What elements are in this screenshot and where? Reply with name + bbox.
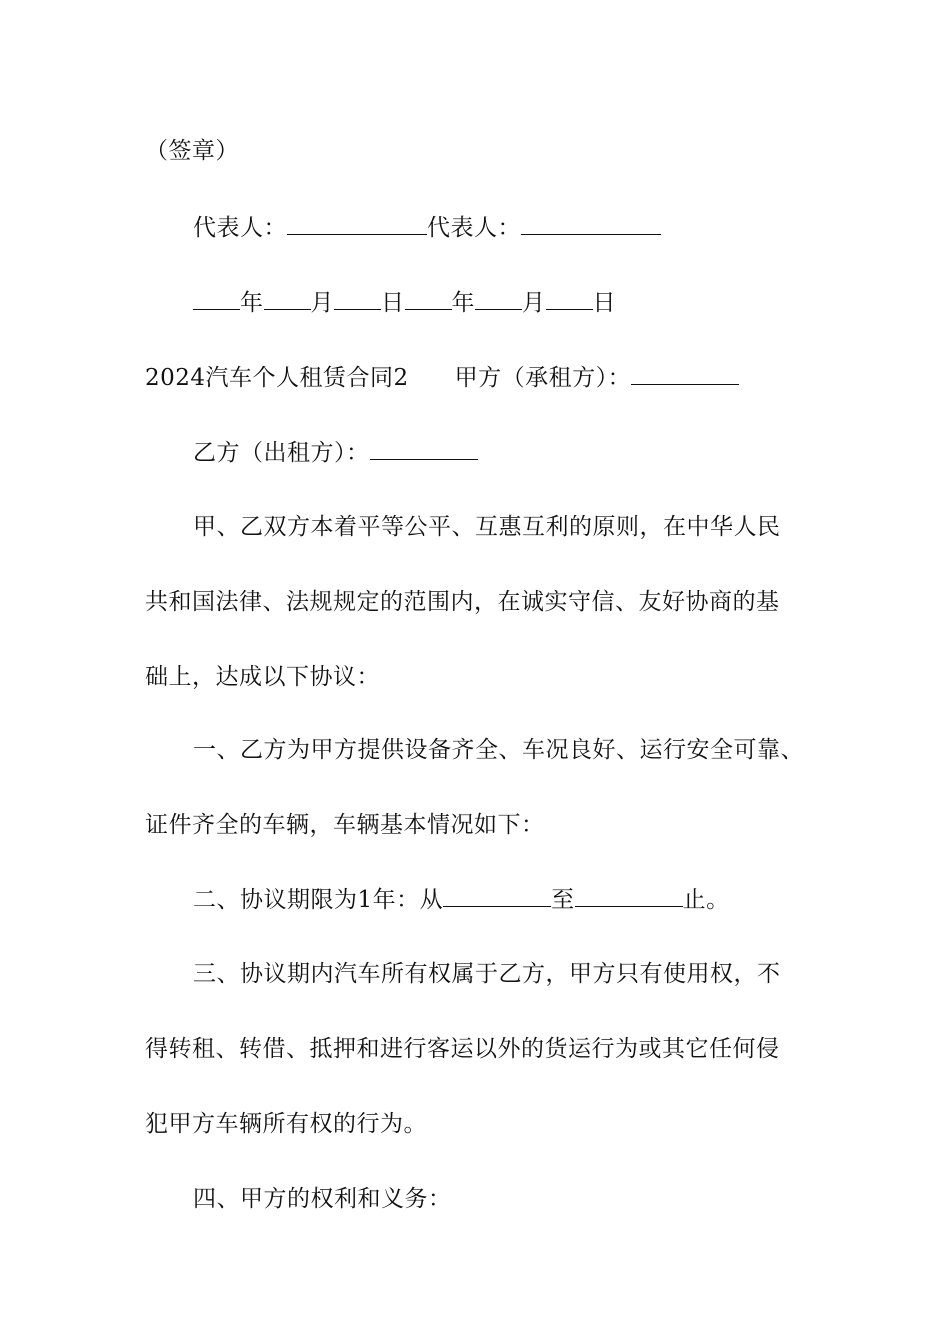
term-end-blank[interactable] — [575, 884, 683, 907]
date-line — [193, 287, 616, 318]
representative-a-blank[interactable] — [287, 212, 427, 235]
clause-3-line: 得转租、转借、抵押和进行客运以外的货运行为或其它任何侵 — [145, 1036, 780, 1062]
party-a-label: 甲方（承租方）： — [454, 365, 632, 391]
representative-label-a: 代表人： — [193, 215, 287, 241]
seal-label — [145, 136, 239, 166]
clause-1-line: 证件齐全的车辆，车辆基本情况如下： — [145, 812, 545, 838]
representative-line — [193, 212, 661, 243]
month-a-label: 月 — [310, 290, 334, 316]
clause-3-line: 三、协议期内汽车所有权属于乙方，甲方只有使用权，不 — [193, 961, 781, 987]
term-start-blank[interactable] — [443, 884, 551, 907]
party-a-blank[interactable] — [631, 362, 739, 385]
day-a-label: 日 — [381, 290, 405, 316]
clause-2-prefix: 二、协议期限为1年：从 — [193, 887, 444, 913]
party-b-label: 乙方（出租方）： — [193, 440, 370, 466]
representative-b-blank[interactable] — [521, 212, 661, 235]
contract-title-line — [145, 362, 739, 393]
month-a-blank[interactable] — [264, 287, 311, 310]
clause-1-line: 一、乙方为甲方提供设备齐全、车况良好、运行安全可靠、 — [193, 737, 804, 763]
year-a-label: 年 — [240, 290, 264, 316]
party-b-line — [193, 437, 478, 468]
party-b-blank[interactable] — [370, 437, 478, 460]
preamble-line: 甲、乙双方本着平等公平、互惠互利的原则，在中华人民 — [193, 514, 781, 540]
day-b-blank[interactable] — [546, 287, 593, 310]
year-a-blank[interactable] — [193, 287, 240, 310]
clause-2-mid: 至 — [551, 887, 575, 913]
representative-label-b: 代表人： — [427, 215, 521, 241]
month-b-blank[interactable] — [475, 287, 522, 310]
clause-3-line: 犯甲方车辆所有权的行为。 — [145, 1111, 427, 1137]
seal-label-text: （签章） — [145, 138, 239, 164]
clause-2-line — [193, 884, 730, 915]
clause-2-suffix: 止。 — [682, 887, 730, 913]
year-b-label: 年 — [451, 290, 475, 316]
preamble-line: 共和国法律、法规规定的范围内，在诚实守信、友好协商的基 — [145, 589, 780, 615]
month-b-label: 月 — [522, 290, 546, 316]
day-b-label: 日 — [592, 290, 616, 316]
day-a-blank[interactable] — [334, 287, 381, 310]
contract-title: 2024汽车个人租赁合同2 — [145, 365, 409, 391]
year-b-blank[interactable] — [405, 287, 452, 310]
clause-4-heading: 四、甲方的权利和义务： — [193, 1186, 452, 1212]
preamble-line: 础上，达成以下协议： — [145, 664, 380, 690]
